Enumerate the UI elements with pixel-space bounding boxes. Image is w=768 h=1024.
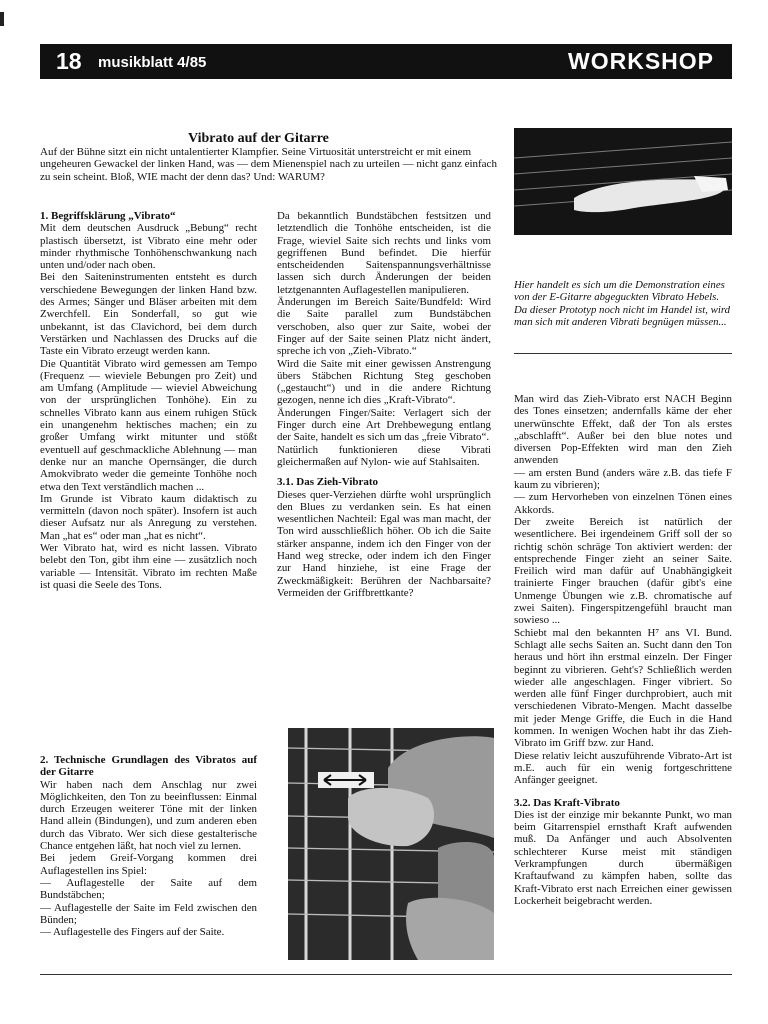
fretboard-photo xyxy=(288,728,494,960)
paragraph: Dies ist der einzige mir bekannte Punkt, wo man beim Gitarrenspiel ernsthaft Kraft aufwenden muß. Da Anfänger und auch Absolventen schlechterer Kurse meist mit ständigen Verkrampfungen durch übermäßigen Kraftaufwand zu kämpfen haben, sollte das Kraft-Vibrato erst nach Erreichen einer gewissen Lockerheit beigebracht werden. xyxy=(514,808,732,907)
article-intro: Auf der Bühne sitzt ein nicht untalentierter Klampfier. Seine Virtuosität unterstreicht er mit einem ungeheuren Gewackel der linken Hand, was — dem Mienenspiel nach zu urteilen — nicht ganz einfach zu sein scheint. Bloß, WIE macht der denn das? Und: WARUM? xyxy=(40,146,497,183)
list-item: — Auflagestelle des Fingers auf der Saite. xyxy=(40,926,225,939)
paragraph: Im Grunde ist Vibrato kaum didaktisch zu vermitteln (davon noch später). Insofern ist auch dieser Aufsatz nur als Anregung zu verstehen. Man „hat es“ oder man „hat es nicht“. xyxy=(40,492,257,542)
column-1 xyxy=(40,210,257,591)
vibrato-demo-photo xyxy=(514,128,732,235)
paragraph: — am ersten Bund (anders wäre z.B. das tiefe F kaum zu vibrieren); xyxy=(514,466,732,492)
page-header xyxy=(40,44,732,79)
caption-divider xyxy=(514,353,732,354)
paragraph: Bei jedem Greif-Vorgang kommen drei Auflagestellen ins Spiel: xyxy=(40,852,257,877)
hand-on-guitar-illustration xyxy=(514,128,732,235)
heading-kraft-vibrato: 3.2. Das Kraft-Vibrato xyxy=(514,796,620,809)
paragraph: Änderungen Finger/Saite: Verlagert sich der Finger durch eine Art Drehbewegung entlang der Saite, handelt es sich um das „freie Vibrato“. xyxy=(277,406,491,444)
paragraph: Natürlich funktionieren diese Vibrati gleichermaßen auf Nylon- wie auf Stahlsaiten. xyxy=(277,443,491,468)
paragraph: Bei den Saiteninstrumenten entsteht es durch verschiedene Bewegungen der linken Hand bzw. des Armes; Sänger und Bläser arbeiten mit dem Zwerchfell. Ein Sonderfall, so gut wie unbekannt, ist das Clavichord, bei dem durch Verstärken und Nachlassen des Drucks auf die Taste ein Vibrato erzeugt werden kann. xyxy=(40,271,257,358)
paragraph: Wer Vibrato hat, wird es nicht lassen. Vibrato belebt den Ton, gibt ihm eine — zusätzlich noch variable — Intensität. Vibrato im rechten Maße ist quasi die Seele des Tons. xyxy=(40,542,257,591)
paragraph: Änderungen im Bereich Saite/Bundfeld: Wird die Saite parallel zum Bundstäbchen verschoben, also quer zur Saite, wobei der Finger auf der Saite seinen Platz nicht ändert, spreche ich von „Zieh-Vibrato.“ xyxy=(277,296,491,358)
photo-caption: Hier handelt es sich um die Demonstration eines von der E-Gitarre abgeguckten Vibrato Hebels. Da dieser Prototyp noch nicht im Handel ist, wird man sich mit anderen Vibrati begnügen müssen... xyxy=(514,279,731,328)
auflagestellen-list xyxy=(40,877,257,938)
section-title: WORKSHOP xyxy=(568,48,714,74)
paragraph: Man wird das Zieh-Vibrato erst NACH Beginn des Tones einsetzen; andernfalls käme der eher unerwünschte Effekt, daß der Ton als erstes „abschlafft“. Außer bei den blue notes und diversen Pop-Effekten wird man den Zieh anwenden xyxy=(514,393,732,467)
scan-corner-mark xyxy=(0,12,4,26)
paragraph: — zum Hervorheben von einzelnen Tönen eines Akkords. xyxy=(514,491,732,516)
paragraph: Da bekanntlich Bundstäbchen festsitzen und letztendlich die Tonhöhe entscheiden, ist die Frage, wieviel Saite sich rechts und links vom gegriffenen Bund befindet. Die hierfür entscheidenden Saitenspannungsverhältnisse lassen sich durch Änderungen der beiden letztgenannten Auflagestellen manipulieren. xyxy=(277,210,491,296)
page-number: 18 xyxy=(56,48,82,74)
column-3 xyxy=(514,393,732,907)
article-title: Vibrato auf der Gitarre xyxy=(188,131,329,146)
paragraph: Diese relativ leicht auszuführende Vibrato-Art ist m.E. auch für ein wenig fortgeschrittene Anfänger geeignet. xyxy=(514,749,732,787)
paragraph: Wird die Saite mit einer gewissen Anstrengung übers Stäbchen Richtung Steg geschoben („gestaucht“) und in die andere Richtung gezogen, nenne ich dies „Kraft-Vibrato“. xyxy=(277,357,491,407)
heading-begriffsklaerung: 1. Begriffsklärung „Vibrato“ xyxy=(40,210,176,222)
footer-rule xyxy=(40,974,732,975)
heading-technische-grundlagen: 2. Technische Grundlagen des Vibratos auf der Gitarre xyxy=(40,754,257,779)
paragraph: Dieses quer-Verziehen dürfte wohl ursprünglich den Blues zu verdanken sein. Es hat einen wesentlichen Nachteil: Egal was man macht, der Ton wird ausschließlich höher. Ob ich die Saite stärker anspanne, indem ich den Finger von der Hand weg strecke, oder indem ich den Finger zur Hand hinziehe, ist eine Frage der Zweckmäßigkeit: Berühren der Nachbarsaite? Vermeiden der Griffbrettkante? xyxy=(277,488,491,599)
paragraph: Mit dem deutschen Ausdruck „Bebung“ recht plastisch übersetzt, ist Vibrato eine mehr oder minder rhythmische Tonhöhenschwankung nach unten und/oder nach oben. xyxy=(40,222,257,272)
fretboard-illustration xyxy=(288,728,494,960)
list-item: — Auflagestelle der Saite auf dem Bundstäbchen; xyxy=(40,876,257,902)
heading-zieh-vibrato: 3.1. Das Zieh-Vibrato xyxy=(277,476,379,489)
column-2 xyxy=(277,210,491,599)
magazine-issue: musikblatt 4/85 xyxy=(98,54,207,71)
paragraph: Schiebt mal den bekannten H⁷ ans VI. Bund. Schlagt alle sechs Saiten an. Sucht dann den Ton heraus und hört ihn erstmal einzeln. Der Finger beginnt zu vibrieren. Geht's? Schließlich werden wieder alle angeschlagen. Finger vibriert. So werden alle fünf Finger durchprobiert, auch mit verschiedenen Vibrato-Mengen. Macht dasselbe mit jeder Menge Griffe, die Euch in die Hand kommen. In wenigen Wochen habt ihr das Zieh-Vibrato im Griff bzw. zur Hand. xyxy=(514,626,732,750)
paragraph: Die Quantität Vibrato wird gemessen am Tempo (Frequenz — wieviele Bebungen pro Zeit) und am Umfang (Amplitude — wieviel Abweichung von der ursprünglichen Tonhöhe). Ein zu schnelles Vibrato kann aus einem ruhigen Stück ein unangenehm hektisches machen; ein zu großer Umfang wirkt mitunter und stößt eventuell auf geschmackliche Ablehnung — man denke nur an manche Opernsänger, die durch Amokvibrato weder die gemeinte Tonhöhe noch etwa den Text verständlich machen ... xyxy=(40,357,257,493)
column-1-section-2 xyxy=(40,754,257,938)
paragraph: Wir haben nach dem Anschlag nur zwei Möglichkeiten, den Ton zu beeinflussen: Einmal durch Erzeugen weiterer Töne mit der linken Hand allein (Bindungen), und zum anderen eben durch das Vibrato. Wer sich diese gestalterische Chance entgehen läßt, hat noch viel zu lernen. xyxy=(40,778,257,853)
list-item: — Auflagestelle der Saite im Feld zwischen den Bünden; xyxy=(40,901,257,926)
paragraph: Der zweite Bereich ist natürlich der wesentlichere. Bei irgendeinem Griff soll der so richtig schön schräge Ton aktiviert werden: der entsprechende Finger zieht an seiner Saite. Freilich wird man dafür auf Unabhängigkeit trainierte Finger brauchen (dafür gibt's eine Unmenge Übungen wie z.B. chromatische auf zwei Saiten). Fingerspitzengefühl braucht man sowieso ... xyxy=(514,515,732,627)
